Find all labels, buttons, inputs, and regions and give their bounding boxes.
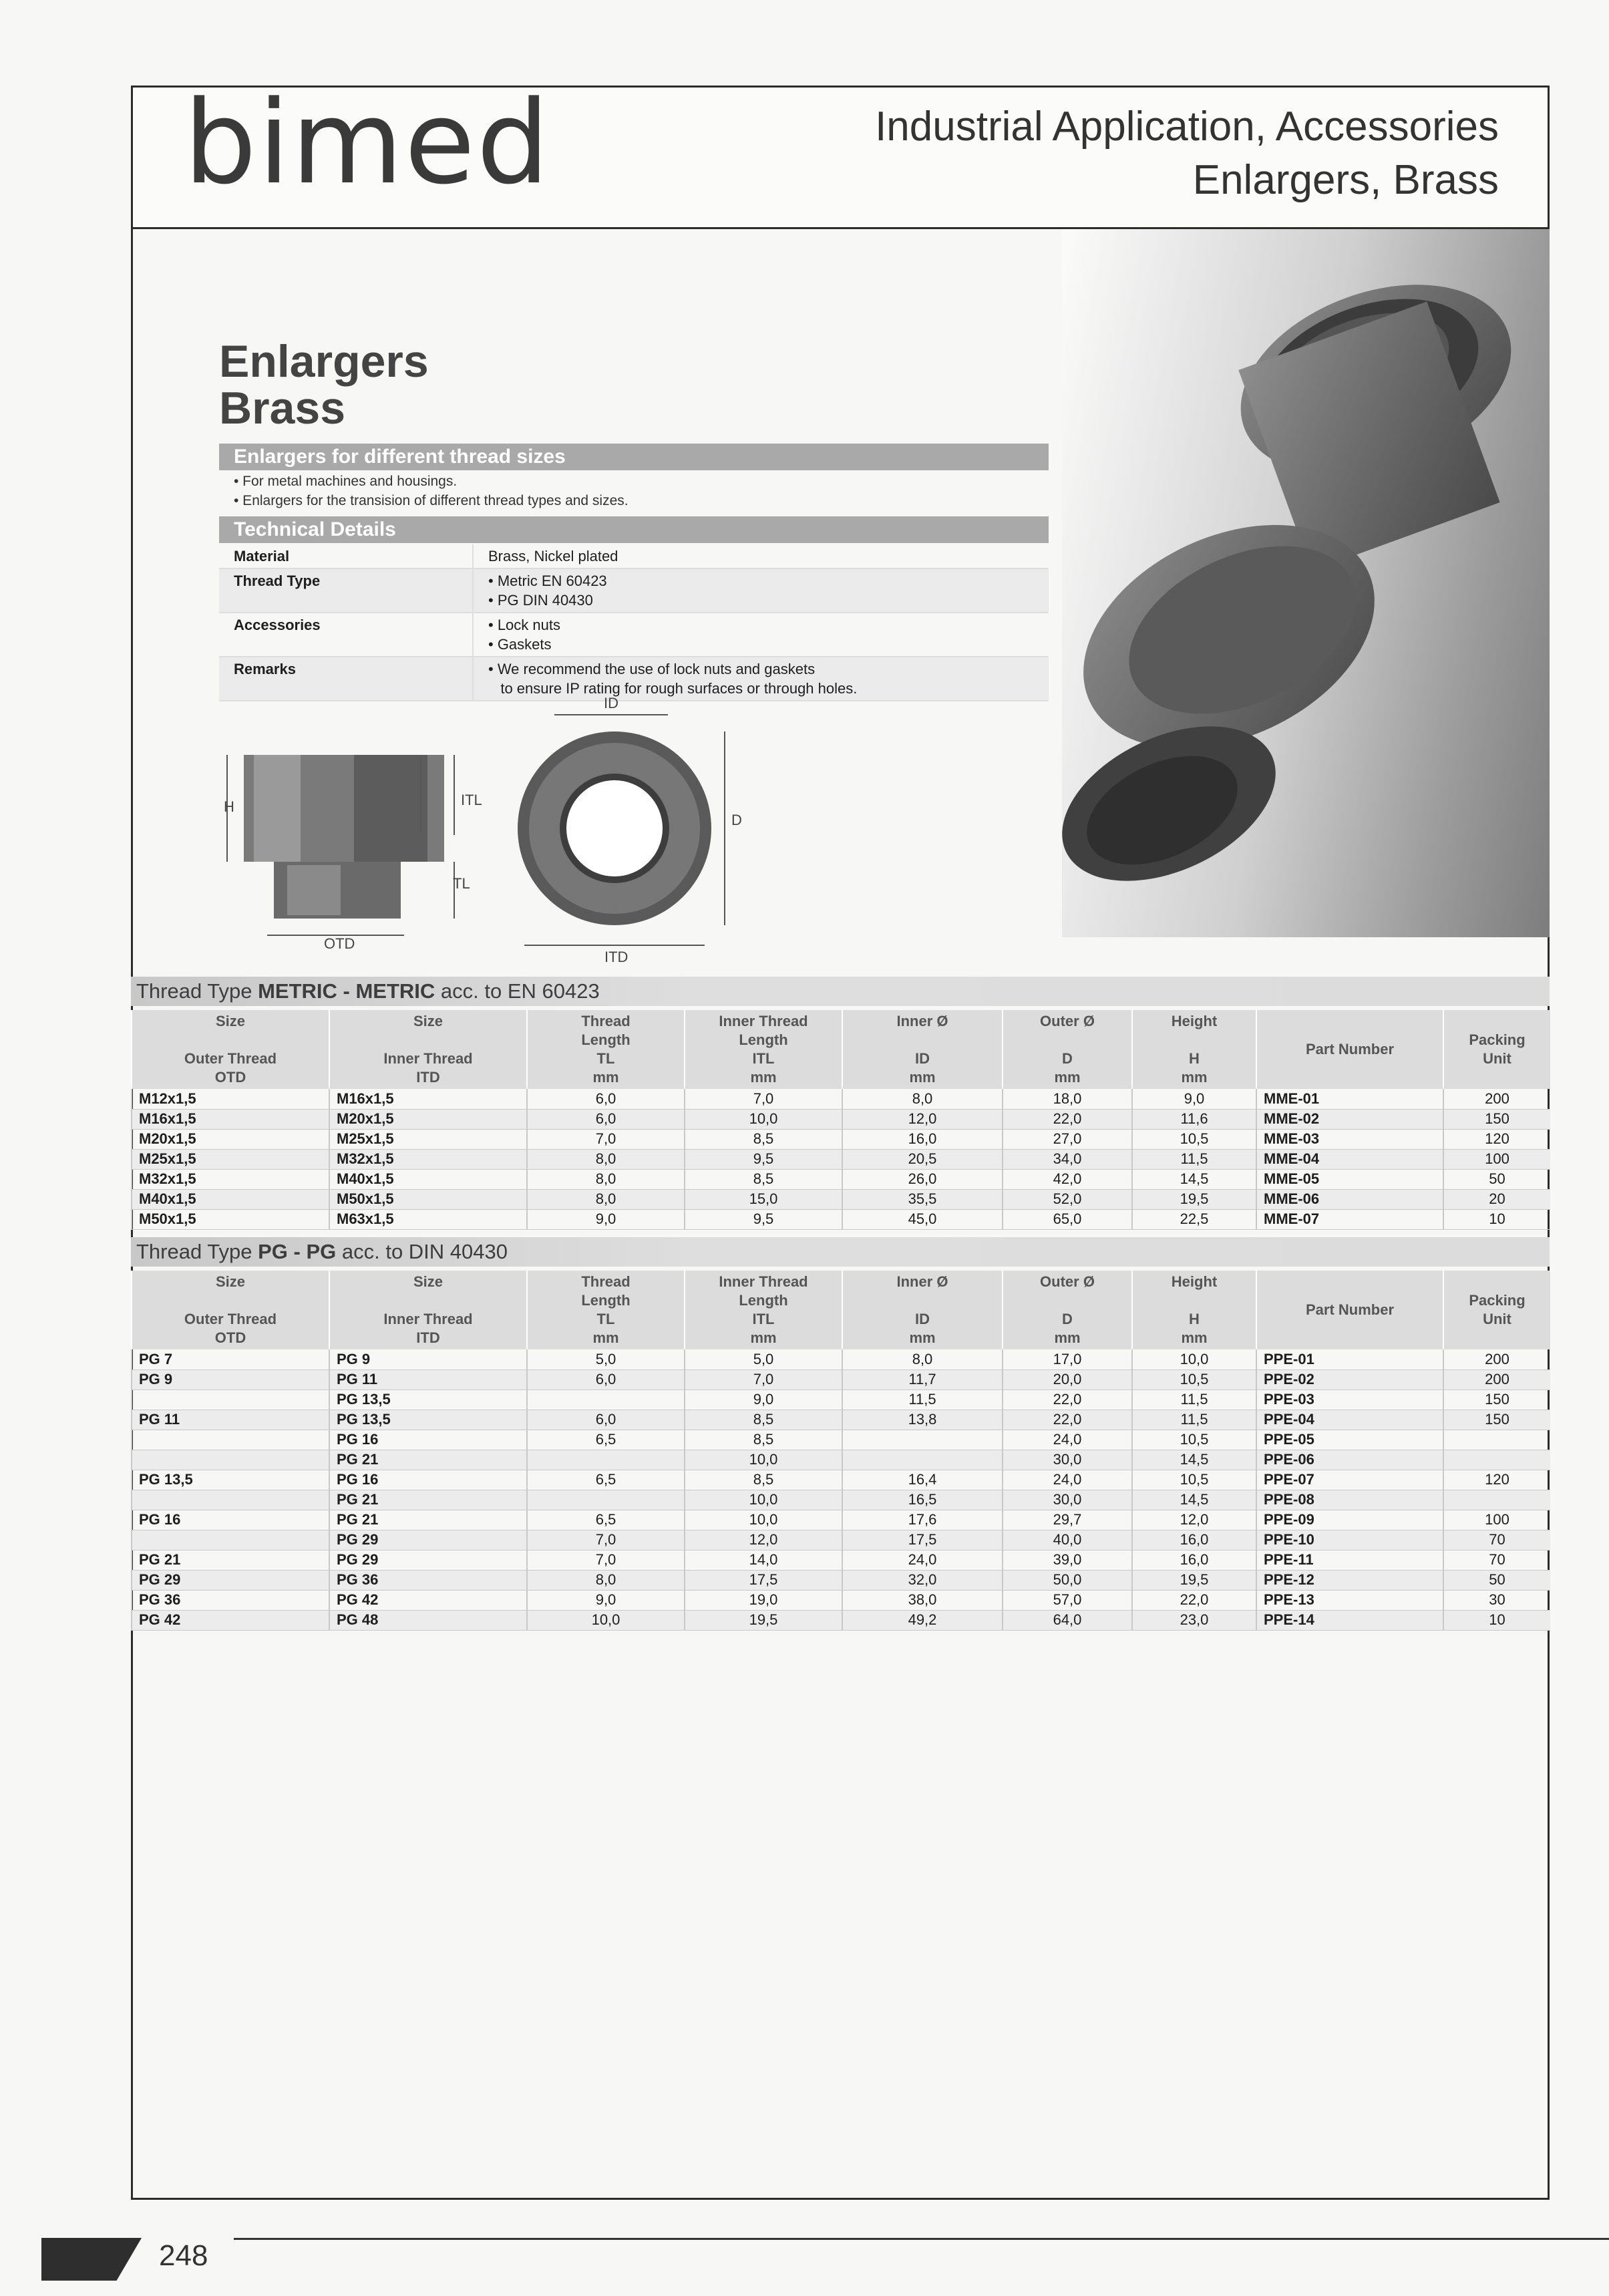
table-cell: 9,0 xyxy=(1132,1089,1256,1109)
table-row xyxy=(132,1089,1550,1109)
table-cell: 65,0 xyxy=(1003,1209,1132,1229)
table-cell: 17,5 xyxy=(842,1530,1003,1550)
metric-table xyxy=(131,1010,1550,1230)
pg-title-pre: Thread Type xyxy=(136,1240,258,1263)
table-cell: 120 xyxy=(1443,1129,1550,1149)
table-cell: 120 xyxy=(1443,1470,1550,1490)
table-cell: M32x1,5 xyxy=(132,1169,329,1189)
section-title-line2: Brass xyxy=(219,383,346,434)
table-cell: 10,5 xyxy=(1132,1369,1256,1389)
table-cell: 10,5 xyxy=(1132,1430,1256,1450)
table-cell: 9,0 xyxy=(527,1590,685,1610)
table-cell: 22,0 xyxy=(1132,1590,1256,1610)
table-row xyxy=(132,1530,1550,1550)
table-cell: PG 21 xyxy=(329,1490,527,1510)
brand-logo: bimed xyxy=(184,75,551,210)
table-cell: M63x1,5 xyxy=(329,1209,527,1229)
table-cell: M50x1,5 xyxy=(132,1209,329,1229)
table-cell: PG 42 xyxy=(329,1590,527,1610)
table-cell: 26,0 xyxy=(842,1169,1003,1189)
table-cell: 7,0 xyxy=(527,1129,685,1149)
table-cell: PPE-04 xyxy=(1256,1410,1443,1430)
table-cell: 40,0 xyxy=(1003,1530,1132,1550)
dim-id: ID xyxy=(604,695,618,711)
pg-table-title xyxy=(131,1237,1550,1267)
dim-d: D xyxy=(731,812,742,828)
header-title xyxy=(875,100,1499,207)
table-cell: 100 xyxy=(1443,1510,1550,1530)
header-title-line2: Enlargers, Brass xyxy=(1192,157,1499,203)
table-cell: 30 xyxy=(1443,1590,1550,1610)
table-cell: 5,0 xyxy=(527,1349,685,1369)
table-cell: 11,7 xyxy=(842,1369,1003,1389)
table-cell: PG 16 xyxy=(132,1510,329,1530)
col-part-number: Part Number xyxy=(1256,1271,1443,1349)
col-outer-dia: Outer Ø D mm xyxy=(1003,1010,1132,1089)
table-row xyxy=(132,1349,1550,1369)
table-cell: 100 xyxy=(1443,1149,1550,1169)
table-cell: 6,0 xyxy=(527,1089,685,1109)
table-cell: 29,7 xyxy=(1003,1510,1132,1530)
table-row xyxy=(132,1410,1550,1430)
table-cell: 30,0 xyxy=(1003,1490,1132,1510)
table-cell: MME-07 xyxy=(1256,1209,1443,1229)
table-cell: 16,0 xyxy=(1132,1550,1256,1570)
table-cell: 23,0 xyxy=(1132,1610,1256,1630)
pg-table xyxy=(131,1271,1550,1631)
table-cell xyxy=(842,1450,1003,1470)
table-cell xyxy=(527,1389,685,1410)
table-cell: 7,0 xyxy=(685,1369,842,1389)
dim-itd: ITD xyxy=(604,949,629,965)
table-cell: 35,5 xyxy=(842,1189,1003,1209)
table-cell: PPE-08 xyxy=(1256,1490,1443,1510)
table-cell: M40x1,5 xyxy=(329,1169,527,1189)
table-cell: M20x1,5 xyxy=(329,1109,527,1129)
table-cell: 8,5 xyxy=(685,1430,842,1450)
table-row xyxy=(132,1610,1550,1630)
table-row xyxy=(132,1109,1550,1129)
table-cell: PPE-06 xyxy=(1256,1450,1443,1470)
col-inner-dia: Inner Ø ID mm xyxy=(842,1010,1003,1089)
page-number: 248 xyxy=(159,2239,208,2272)
table-cell: 20 xyxy=(1443,1189,1550,1209)
table-cell: PG 29 xyxy=(329,1550,527,1570)
tech-key: Material xyxy=(219,544,473,568)
table-cell: M16x1,5 xyxy=(132,1109,329,1129)
table-cell xyxy=(1443,1450,1550,1470)
table-cell: 11,6 xyxy=(1132,1109,1256,1129)
table-cell: 45,0 xyxy=(842,1209,1003,1229)
tech-line: • Lock nuts xyxy=(488,617,560,633)
table-cell: 10,0 xyxy=(527,1610,685,1630)
col-packing-unit: Packing Unit xyxy=(1443,1010,1550,1089)
table-cell: 11,5 xyxy=(1132,1410,1256,1430)
tech-details-table xyxy=(219,544,1049,701)
table-cell: PG 29 xyxy=(132,1570,329,1590)
col-inner-thread-length: Inner Thread Length ITL mm xyxy=(685,1271,842,1349)
table-cell: 19,0 xyxy=(685,1590,842,1610)
dim-tl: TL xyxy=(453,875,470,892)
table-cell: M25x1,5 xyxy=(132,1149,329,1169)
table-cell: 10,0 xyxy=(685,1510,842,1530)
table-row xyxy=(132,1490,1550,1510)
table-cell: PPE-03 xyxy=(1256,1389,1443,1410)
table-cell xyxy=(132,1450,329,1470)
table-cell: 14,5 xyxy=(1132,1450,1256,1470)
tech-value xyxy=(473,568,1049,613)
table-cell: PG 36 xyxy=(329,1570,527,1590)
table-cell: 24,0 xyxy=(1003,1430,1132,1450)
footer-line xyxy=(234,2238,1609,2240)
table-cell: 8,0 xyxy=(527,1169,685,1189)
table-cell: 14,0 xyxy=(685,1550,842,1570)
col-inner-thread-length: Inner Thread Length ITL mm xyxy=(685,1010,842,1089)
table-cell: 9,5 xyxy=(685,1149,842,1169)
table-cell: MME-06 xyxy=(1256,1189,1443,1209)
col-thread-length: Thread Length TL mm xyxy=(527,1271,685,1349)
table-row xyxy=(132,1590,1550,1610)
col-size-inner: Size Inner Thread ITD xyxy=(329,1271,527,1349)
table-cell: 10,0 xyxy=(1132,1349,1256,1369)
col-size-inner: Size Inner Thread ITD xyxy=(329,1010,527,1089)
table-cell: PG 36 xyxy=(132,1590,329,1610)
table-cell: 8,0 xyxy=(842,1089,1003,1109)
col-height: Height H mm xyxy=(1132,1271,1256,1349)
table-cell: PG 13,5 xyxy=(329,1389,527,1410)
table-cell: 22,0 xyxy=(1003,1109,1132,1129)
tech-line: • Gaskets xyxy=(488,636,552,653)
table-cell: PG 13,5 xyxy=(132,1470,329,1490)
table-cell: PPE-05 xyxy=(1256,1430,1443,1450)
table-cell: 20,5 xyxy=(842,1149,1003,1169)
table-cell: 27,0 xyxy=(1003,1129,1132,1149)
table-cell: 8,5 xyxy=(685,1410,842,1430)
table-cell: 8,5 xyxy=(685,1169,842,1189)
table-cell: 11,5 xyxy=(1132,1389,1256,1410)
table-cell: M12x1,5 xyxy=(132,1089,329,1109)
table-cell: 17,0 xyxy=(1003,1349,1132,1369)
table-cell: M40x1,5 xyxy=(132,1189,329,1209)
tech-key: Thread Type xyxy=(219,568,473,613)
table-cell: 6,5 xyxy=(527,1430,685,1450)
table-cell: PPE-14 xyxy=(1256,1610,1443,1630)
table-cell: 200 xyxy=(1443,1089,1550,1109)
table-cell: MME-01 xyxy=(1256,1089,1443,1109)
col-part-number: Part Number xyxy=(1256,1010,1443,1089)
section-title xyxy=(219,338,429,432)
table-row xyxy=(132,1389,1550,1410)
table-cell: 14,5 xyxy=(1132,1169,1256,1189)
table-cell: 9,5 xyxy=(685,1209,842,1229)
table-cell: 50,0 xyxy=(1003,1570,1132,1590)
table-cell: 200 xyxy=(1443,1369,1550,1389)
table-cell: 57,0 xyxy=(1003,1590,1132,1610)
table-cell xyxy=(1443,1490,1550,1510)
table-cell: 150 xyxy=(1443,1389,1550,1410)
table-cell: PG 13,5 xyxy=(329,1410,527,1430)
tech-line: Brass, Nickel plated xyxy=(488,548,618,564)
table-cell: PPE-02 xyxy=(1256,1369,1443,1389)
table-row xyxy=(132,1510,1550,1530)
footer-tab xyxy=(41,2238,142,2281)
table-cell: 9,0 xyxy=(685,1389,842,1410)
table-cell: MME-03 xyxy=(1256,1129,1443,1149)
table-cell: 22,0 xyxy=(1003,1410,1132,1430)
table-cell xyxy=(132,1389,329,1410)
tech-line: to ensure IP rating for rough surfaces or through holes. xyxy=(488,680,858,697)
pg-table-body xyxy=(132,1349,1550,1630)
metric-title-post: acc. to EN 60423 xyxy=(435,979,600,1003)
table-cell: 22,0 xyxy=(1003,1389,1132,1410)
table-cell: 6,0 xyxy=(527,1109,685,1129)
table-cell: PPE-13 xyxy=(1256,1590,1443,1610)
table-cell: 70 xyxy=(1443,1530,1550,1550)
tech-row xyxy=(219,544,1049,568)
table-cell: 10,0 xyxy=(685,1109,842,1129)
table-row xyxy=(132,1470,1550,1490)
table-cell: 17,5 xyxy=(685,1570,842,1590)
table-cell: 8,0 xyxy=(527,1570,685,1590)
table-cell: 16,5 xyxy=(842,1490,1003,1510)
tech-row xyxy=(219,613,1049,657)
table-cell: 12,0 xyxy=(685,1530,842,1550)
table-row xyxy=(132,1570,1550,1590)
table-cell: 5,0 xyxy=(685,1349,842,1369)
table-row xyxy=(132,1450,1550,1470)
table-cell: PG 21 xyxy=(329,1450,527,1470)
enlarger-photo-icon xyxy=(1062,229,1550,937)
section-title-line1: Enlargers xyxy=(219,336,429,387)
tech-value xyxy=(473,613,1049,657)
table-cell: 15,0 xyxy=(685,1189,842,1209)
table-cell: 70 xyxy=(1443,1550,1550,1570)
col-size-outer: Size Outer Thread OTD xyxy=(132,1271,329,1349)
table-cell: MME-02 xyxy=(1256,1109,1443,1129)
table-cell: 7,0 xyxy=(527,1550,685,1570)
side-view-icon xyxy=(227,755,454,935)
table-cell: PG 9 xyxy=(329,1349,527,1369)
intro-heading: Enlargers for different thread sizes xyxy=(219,444,1049,470)
table-cell: 14,5 xyxy=(1132,1490,1256,1510)
col-inner-dia: Inner Ø ID mm xyxy=(842,1271,1003,1349)
header-title-line1: Industrial Application, Accessories xyxy=(875,104,1499,150)
metric-table-body xyxy=(132,1089,1550,1229)
table-cell: 8,5 xyxy=(685,1129,842,1149)
pg-header-row xyxy=(132,1271,1550,1349)
col-size-outer: Size Outer Thread OTD xyxy=(132,1010,329,1089)
table-cell: 6,0 xyxy=(527,1410,685,1430)
product-photo xyxy=(1062,229,1550,937)
table-cell: PG 29 xyxy=(329,1530,527,1550)
table-cell: PG 21 xyxy=(329,1510,527,1530)
table-row xyxy=(132,1209,1550,1229)
table-cell: 9,0 xyxy=(527,1209,685,1229)
table-cell: 11,5 xyxy=(842,1389,1003,1410)
table-cell: 17,6 xyxy=(842,1510,1003,1530)
table-cell: 10,5 xyxy=(1132,1129,1256,1149)
table-cell: PPE-10 xyxy=(1256,1530,1443,1550)
table-cell: 38,0 xyxy=(842,1590,1003,1610)
table-cell: 10 xyxy=(1443,1610,1550,1630)
pg-title-bold: PG - PG xyxy=(258,1240,337,1263)
table-row xyxy=(132,1149,1550,1169)
tech-row xyxy=(219,568,1049,613)
metric-table-title xyxy=(131,977,1550,1006)
table-cell: M32x1,5 xyxy=(329,1149,527,1169)
table-cell: 13,8 xyxy=(842,1410,1003,1430)
table-cell: PG 7 xyxy=(132,1349,329,1369)
table-cell: 30,0 xyxy=(1003,1450,1132,1470)
table-cell: 16,0 xyxy=(842,1129,1003,1149)
table-cell: 24,0 xyxy=(842,1550,1003,1570)
intro-bullets xyxy=(234,472,629,510)
table-cell: 24,0 xyxy=(1003,1470,1132,1490)
tech-heading: Technical Details xyxy=(219,516,1049,543)
table-cell: 150 xyxy=(1443,1410,1550,1430)
metric-title-pre: Thread Type xyxy=(136,979,258,1003)
table-cell: 32,0 xyxy=(842,1570,1003,1590)
table-cell xyxy=(1443,1430,1550,1450)
table-cell: 8,0 xyxy=(842,1349,1003,1369)
table-cell: 8,5 xyxy=(685,1470,842,1490)
intro-bullet: • For metal machines and housings. xyxy=(234,474,458,489)
dim-itl: ITL xyxy=(461,792,482,808)
table-cell: PPE-09 xyxy=(1256,1510,1443,1530)
tech-line: • We recommend the use of lock nuts and gaskets xyxy=(488,661,816,677)
table-cell: 16,4 xyxy=(842,1470,1003,1490)
table-cell: M16x1,5 xyxy=(329,1089,527,1109)
table-cell: 6,0 xyxy=(527,1369,685,1389)
table-cell: 7,0 xyxy=(685,1089,842,1109)
table-cell: PPE-01 xyxy=(1256,1349,1443,1369)
table-cell: 18,0 xyxy=(1003,1089,1132,1109)
table-cell: 20,0 xyxy=(1003,1369,1132,1389)
col-packing-unit: Packing Unit xyxy=(1443,1271,1550,1349)
table-cell: 8,0 xyxy=(527,1149,685,1169)
col-outer-dia: Outer Ø D mm xyxy=(1003,1271,1132,1349)
table-cell: PPE-12 xyxy=(1256,1570,1443,1590)
table-cell: 10,0 xyxy=(685,1450,842,1470)
table-cell: 16,0 xyxy=(1132,1530,1256,1550)
table-row xyxy=(132,1550,1550,1570)
table-cell: PPE-07 xyxy=(1256,1470,1443,1490)
table-cell: 12,0 xyxy=(842,1109,1003,1129)
tech-line: • PG DIN 40430 xyxy=(488,592,593,609)
front-view-icon xyxy=(518,715,725,945)
table-cell: 39,0 xyxy=(1003,1550,1132,1570)
table-cell: 6,5 xyxy=(527,1470,685,1490)
table-cell: PPE-11 xyxy=(1256,1550,1443,1570)
dimension-drawing xyxy=(200,695,775,975)
table-row xyxy=(132,1169,1550,1189)
table-cell: 150 xyxy=(1443,1109,1550,1129)
table-cell: M25x1,5 xyxy=(329,1129,527,1149)
table-cell: PG 48 xyxy=(329,1610,527,1630)
table-cell: 22,5 xyxy=(1132,1209,1256,1229)
tech-line: • Metric EN 60423 xyxy=(488,572,607,589)
table-cell: 10,0 xyxy=(685,1490,842,1510)
table-cell: 64,0 xyxy=(1003,1610,1132,1630)
table-cell: PG 9 xyxy=(132,1369,329,1389)
table-cell xyxy=(132,1490,329,1510)
table-row xyxy=(132,1430,1550,1450)
table-cell: PG 16 xyxy=(329,1430,527,1450)
table-cell: 19,5 xyxy=(685,1610,842,1630)
table-cell: 50 xyxy=(1443,1570,1550,1590)
metric-header-row xyxy=(132,1010,1550,1089)
table-cell: PG 21 xyxy=(132,1550,329,1570)
table-cell: M50x1,5 xyxy=(329,1189,527,1209)
table-cell: 50 xyxy=(1443,1169,1550,1189)
table-cell: 34,0 xyxy=(1003,1149,1132,1169)
table-cell: 8,0 xyxy=(527,1189,685,1209)
table-row xyxy=(132,1369,1550,1389)
table-cell xyxy=(527,1450,685,1470)
col-thread-length: Thread Length TL mm xyxy=(527,1010,685,1089)
table-cell: 6,5 xyxy=(527,1510,685,1530)
table-row xyxy=(132,1189,1550,1209)
table-cell: 10,5 xyxy=(1132,1470,1256,1490)
table-cell: 49,2 xyxy=(842,1610,1003,1630)
table-cell: 19,5 xyxy=(1132,1189,1256,1209)
table-cell: 11,5 xyxy=(1132,1149,1256,1169)
metric-title-bold: METRIC - METRIC xyxy=(258,979,435,1003)
table-cell: 19,5 xyxy=(1132,1570,1256,1590)
table-cell: 12,0 xyxy=(1132,1510,1256,1530)
tech-key: Accessories xyxy=(219,613,473,657)
table-cell: PG 42 xyxy=(132,1610,329,1630)
table-cell xyxy=(527,1490,685,1510)
table-cell xyxy=(132,1430,329,1450)
dim-h: H xyxy=(224,798,234,815)
table-cell: PG 11 xyxy=(132,1410,329,1430)
table-cell: 42,0 xyxy=(1003,1169,1132,1189)
table-cell xyxy=(842,1430,1003,1450)
table-cell: MME-05 xyxy=(1256,1169,1443,1189)
table-cell: 52,0 xyxy=(1003,1189,1132,1209)
table-row xyxy=(132,1129,1550,1149)
table-cell: MME-04 xyxy=(1256,1149,1443,1169)
table-cell: 10 xyxy=(1443,1209,1550,1229)
dim-otd: OTD xyxy=(324,935,355,952)
table-cell: 200 xyxy=(1443,1349,1550,1369)
table-cell: PG 16 xyxy=(329,1470,527,1490)
pg-title-post: acc. to DIN 40430 xyxy=(336,1240,508,1263)
tech-value xyxy=(473,544,1049,568)
table-cell: 7,0 xyxy=(527,1530,685,1550)
table-cell: M20x1,5 xyxy=(132,1129,329,1149)
table-cell: PG 11 xyxy=(329,1369,527,1389)
col-height: Height H mm xyxy=(1132,1010,1256,1089)
intro-bullet: • Enlargers for the transision of different thread types and sizes. xyxy=(234,493,629,508)
table-cell xyxy=(132,1530,329,1550)
tech-key: Remarks xyxy=(219,657,473,701)
